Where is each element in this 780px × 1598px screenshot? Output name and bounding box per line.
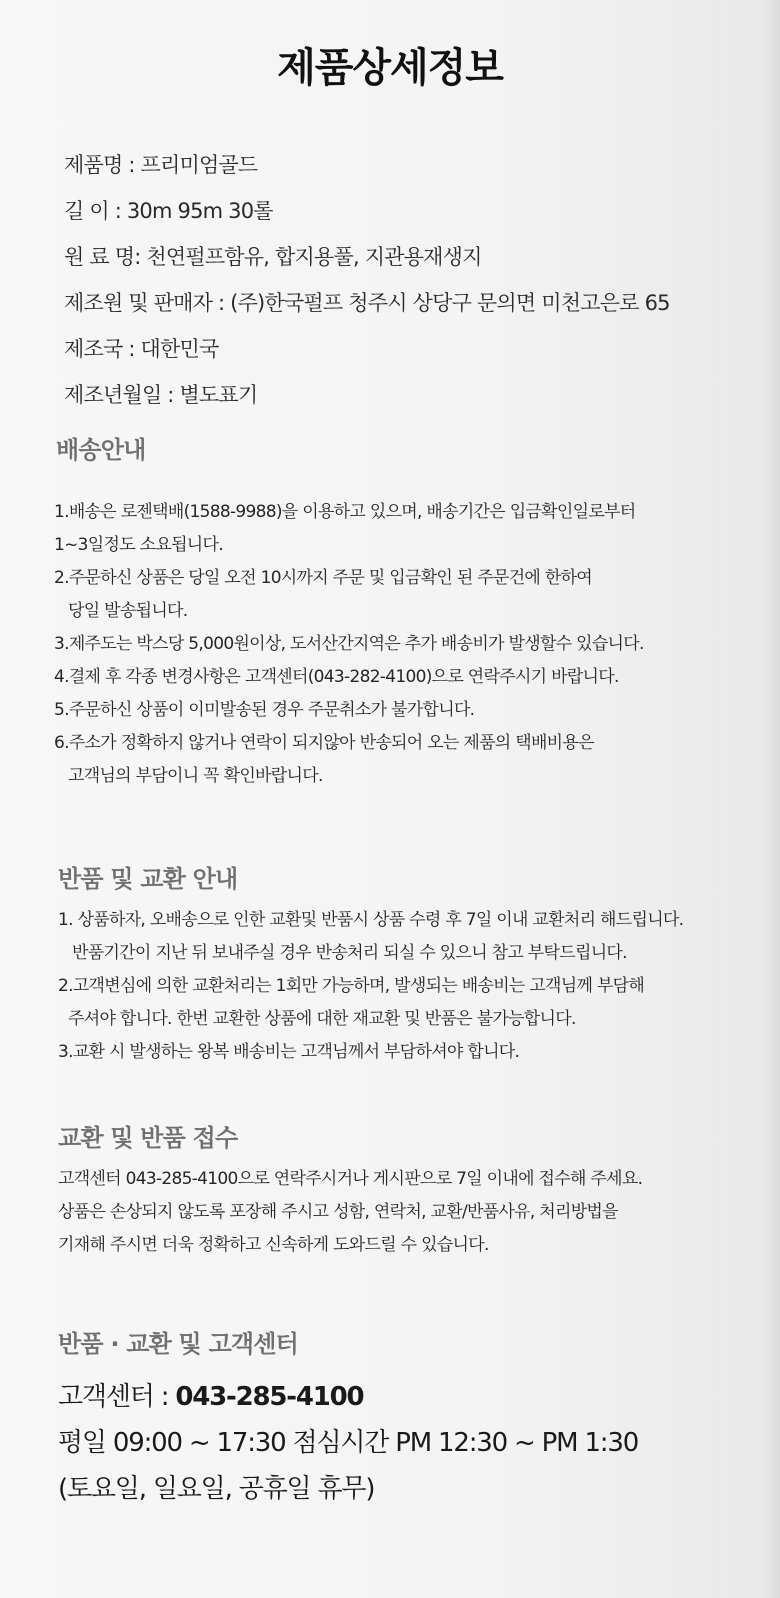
return-exchange-line: 반품기간이 지난 뒤 보내주실 경우 반송처리 되실 수 있으니 참고 부탁드립니다. bbox=[72, 943, 627, 963]
shipping-line: 4.결제 후 각종 변경사항은 고객센터(043-282-4100)으로 연락주시기 바랍니다. bbox=[54, 667, 619, 687]
closed-days: (토요일, 일요일, 공휴일 휴무) bbox=[58, 1474, 375, 1504]
business-hours: 평일 09:00 ~ 17:30 점심시간 PM 12:30 ~ PM 1:30 bbox=[58, 1428, 639, 1458]
return-exchange-list bbox=[58, 904, 683, 1069]
phone-number[interactable]: 043-285-4100 bbox=[175, 1382, 364, 1412]
shipping-line: 고객님의 부담이니 꼭 확인바랍니다. bbox=[68, 766, 323, 786]
return-exchange-line: 2.고객변심에 의한 교환처리는 1회만 가능하며, 발생되는 배송비는 고객님께 부담해 bbox=[58, 976, 645, 996]
product-name-row: 제품명 : 프리미엄골드 bbox=[64, 153, 258, 177]
receipt-title: 교환 및 반품 접수 bbox=[58, 1124, 238, 1152]
shipping-line: 당일 발송됩니다. bbox=[68, 601, 188, 621]
product-length-row: 길 이 : 30m 95m 30롤 bbox=[64, 199, 273, 223]
product-material-row: 원 료 명: 천연펄프함유, 합지용풀, 지관용재생지 bbox=[64, 245, 482, 269]
shipping-line: 5.주문하신 상품이 이미발송된 경우 주문취소가 불가합니다. bbox=[54, 700, 475, 720]
product-manufacturer-row: 제조원 및 판매자 : (주)한국펄프 청주시 상당구 문의면 미천고은로 65 bbox=[64, 291, 670, 315]
product-date-row: 제조년월일 : 별도표기 bbox=[64, 383, 258, 407]
receipt-line: 고객센터 043-285-4100으로 연락주시거나 게시판으로 7일 이내에 접수해 주세요. bbox=[58, 1169, 643, 1189]
shipping-line: 3.제주도는 박스당 5,000원이상, 도서산간지역은 추가 배송비가 발생할수 있습니다. bbox=[54, 634, 644, 654]
customer-center-info bbox=[58, 1374, 638, 1512]
customer-center-title: 반품 · 교환 및 고객센터 bbox=[58, 1330, 298, 1358]
phone-label: 고객센터 : bbox=[58, 1382, 176, 1412]
receipt-list bbox=[58, 1163, 642, 1262]
return-exchange-line: 3.교환 시 발생하는 왕복 배송비는 고객님께서 부담하셔야 합니다. bbox=[58, 1042, 520, 1062]
return-exchange-title: 반품 및 교환 안내 bbox=[58, 865, 238, 893]
shipping-line: 1~3일정도 소요됩니다. bbox=[54, 535, 223, 555]
product-info-list bbox=[64, 142, 670, 418]
product-country-row: 제조국 : 대한민국 bbox=[64, 337, 219, 361]
page-edge-shadow bbox=[764, 0, 780, 1598]
return-exchange-line: 주셔야 합니다. 한번 교환한 상품에 대한 재교환 및 반품은 불가능합니다. bbox=[68, 1009, 576, 1029]
shipping-line: 6.주소가 정확하지 않거나 연락이 되지않아 반송되어 오는 제품의 택배비용은 bbox=[54, 733, 594, 753]
shipping-line: 2.주문하신 상품은 당일 오전 10시까지 주문 및 입금확인 된 주문건에 한하여 bbox=[54, 568, 593, 588]
page-title: 제품상세정보 bbox=[277, 45, 503, 91]
shipping-list bbox=[54, 496, 644, 793]
customer-center-phone-line bbox=[58, 1374, 638, 1420]
receipt-line: 기재해 주시면 더욱 정확하고 신속하게 도와드릴 수 있습니다. bbox=[58, 1235, 489, 1255]
shipping-title: 배송안내 bbox=[56, 436, 146, 464]
shipping-line: 1.배송은 로젠택배(1588-9988)을 이용하고 있으며, 배송기간은 입금확인일로부터 bbox=[54, 502, 636, 522]
receipt-line: 상품은 손상되지 않도록 포장해 주시고 성함, 연락처, 교환/반품사유, 처리방법을 bbox=[58, 1202, 618, 1222]
return-exchange-line: 1. 상품하자, 오배송으로 인한 교환및 반품시 상품 수령 후 7일 이내 교환처리 해드립니다. bbox=[58, 910, 684, 930]
